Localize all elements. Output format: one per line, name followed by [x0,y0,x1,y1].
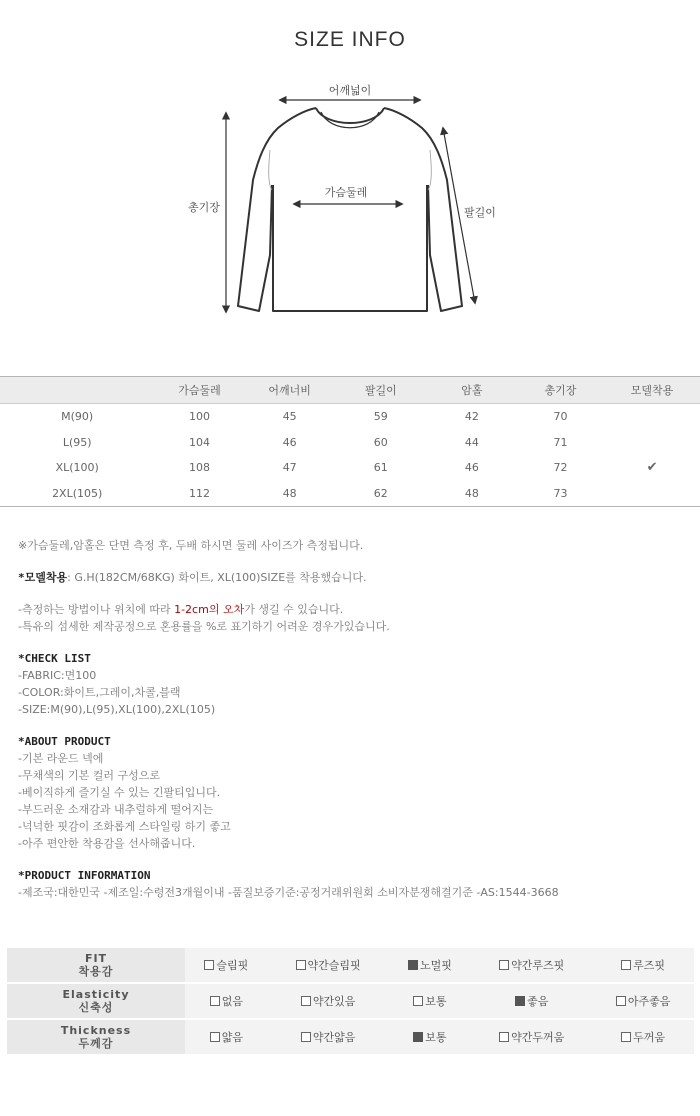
thickness-label-en: Thickness [60,1024,132,1037]
list-item: -COLOR:화이트,그레이,차콜,블랙 [18,686,181,699]
option-label: 약간있음 [312,995,356,1008]
list-item: -부드러운 소재감과 내추럴하게 떨어지는 [18,803,214,816]
length-label: 총기장 [188,201,220,214]
fit-option [185,948,268,984]
elasticity-row [7,984,694,1020]
shoulder-cell: 48 [245,481,335,507]
fit-label-ko: 착용감 [78,965,114,978]
checkbox-icon [499,960,509,970]
thickness-label-ko: 두께감 [78,1037,114,1050]
option-label: 약간슬림핏 [307,959,361,972]
checkbox-checked-icon [408,960,418,970]
size-cell: M(90) [61,410,94,424]
checkbox-icon [296,960,306,970]
length-cell: 73 [517,481,604,507]
size-cell: L(95) [62,435,92,449]
table-row [0,455,700,481]
chest-cell: 108 [189,461,210,475]
chest-cell: 112 [154,481,244,507]
page-title: SIZE INFO [294,28,406,51]
fit-row [7,948,694,984]
list-item: -FABRIC:면100 [18,669,97,682]
about-product-heading: *ABOUT PRODUCT [18,735,111,748]
option-label: 루즈핏 [633,959,666,972]
header-cell: 모델착용 [604,377,700,404]
checkbox-icon [616,996,626,1006]
checkbox-icon [210,1032,220,1042]
fit-option [471,948,592,984]
option-label: 좋음 [527,995,549,1008]
header-cell: 팔길이 [335,377,427,404]
checkbox-icon [499,1032,509,1042]
elasticity-label-en: Elasticity [62,988,130,1001]
sleeve-cell: 59 [373,410,388,424]
option-label: 약간두꺼움 [511,1031,565,1044]
armhole-cell: 46 [464,461,479,475]
table-row [0,430,700,456]
length-cell: 70 [553,410,568,424]
fit-label-en: FIT [84,952,108,965]
model-note [18,569,688,586]
armhole-cell: 42 [464,410,479,424]
elasticity-label [7,984,185,1020]
chest-label: 가슴둘레 [324,186,368,199]
list-item: -베이직하게 즐기실 수 있는 긴팔티입니다. [18,786,221,799]
blend-note: -특유의 섬세한 제작공정으로 혼용률을 %로 표기하기 어려운 경우가있습니다. [18,620,390,633]
header-cell: 어깨너비 [245,377,335,404]
tshirt-outline-icon [238,108,462,311]
product-info-text: -제조국:대한민국 -제조일:수령전3개월이내 -품질보증기준:공정거래위원회 소비자분쟁해결기준 -AS:1544-3668 [18,886,559,899]
checkbox-icon [210,996,220,1006]
header-cell: 가슴둘레 [154,377,244,404]
length-cell: 71 [553,435,568,449]
checkbox-icon [301,1032,311,1042]
thickness-row [7,1020,694,1056]
option-label: 약간루즈핏 [511,959,565,972]
product-info-heading: *PRODUCT INFORMATION [18,869,151,882]
elasticity-option [471,984,592,1020]
error-note [18,601,688,618]
header-cell: 암홀 [427,377,517,404]
option-label: 슬림핏 [216,959,249,972]
option-label: 아주좋음 [627,995,671,1008]
sleeve-cell: 62 [335,481,427,507]
fit-option [592,948,694,984]
sleeve-cell: 61 [373,461,388,475]
error-text-end: 가 생길 수 있습니다. [244,603,344,616]
chest-cell: 100 [189,410,210,424]
thickness-option [592,1020,694,1056]
check-list-heading: *CHECK LIST [18,652,91,665]
list-item: -SIZE:M(90),L(95),XL(100),2XL(105) [18,703,216,716]
model-cell [604,430,700,456]
sleeve-cell: 60 [373,435,388,449]
list-item: -무채색의 기본 컬러 구성으로 [18,769,160,782]
armhole-cell: 44 [464,435,479,449]
table-row [0,404,700,430]
size-table [0,376,700,507]
table-row [0,481,700,507]
thickness-option [389,1020,472,1056]
header-cell: 총기장 [517,377,604,404]
model-text: : G.H(182CM/68KG) 화이트, XL(100)SIZE를 착용했습니다. [67,571,367,584]
checkbox-icon [413,996,423,1006]
list-item: -아주 편안한 착용감을 선사해줍니다. [18,837,196,850]
thickness-option [471,1020,592,1056]
model-check-icon: ✔ [646,460,658,476]
product-notes [18,537,688,901]
fit-option [389,948,472,984]
length-cell: 72 [553,461,568,475]
shoulder-cell: 47 [282,461,297,475]
sleeve-label: 팔길이 [464,206,496,219]
option-label: 보통 [425,995,447,1008]
option-label: 노멀핏 [419,959,452,972]
elasticity-label-ko: 신축성 [78,1001,114,1014]
model-cell [604,404,700,430]
list-item: -기본 라운드 넥에 [18,752,104,765]
checkbox-icon [301,996,311,1006]
option-label: 보통 [425,1031,447,1044]
shoulder-cell: 45 [282,410,297,424]
option-label: 두꺼움 [633,1031,666,1044]
elasticity-option [268,984,389,1020]
thickness-label [7,1020,185,1056]
option-label: 얇음 [221,1031,243,1044]
fit-rating-table [7,948,694,1056]
thickness-option [268,1020,389,1056]
list-item: -넉넉한 핏감이 조화롭게 스타일링 하기 좋고 [18,820,231,833]
checkbox-icon [621,960,631,970]
size-cell: XL(100) [55,461,99,475]
thickness-option [185,1020,268,1056]
header-cell [0,377,154,404]
size-cell: 2XL(105) [0,481,154,507]
fit-label [7,948,185,984]
fit-option [268,948,389,984]
option-label: 약간얇음 [312,1031,356,1044]
size-table-header [0,377,700,404]
checkbox-checked-icon [515,996,525,1006]
chest-cell: 104 [189,435,210,449]
shoulder-cell: 46 [282,435,297,449]
elasticity-option [389,984,472,1020]
elasticity-option [185,984,268,1020]
checkbox-checked-icon [413,1032,423,1042]
checkbox-icon [204,960,214,970]
error-highlight: 1-2cm의 오차 [174,603,245,616]
elasticity-option [592,984,694,1020]
armhole-cell: 48 [427,481,517,507]
measure-note: ※가슴둘레,암홀은 단면 측정 후, 두배 하시면 둘레 사이즈가 측정됩니다. [18,539,364,552]
model-heading: *모델착용 [18,571,68,584]
shoulder-label: 어깨넓이 [328,84,372,97]
tshirt-size-diagram [0,0,700,340]
checkbox-icon [621,1032,631,1042]
error-text: -측정하는 방법이나 위치에 따라 [18,603,175,616]
model-cell [604,481,700,507]
option-label: 없음 [221,995,243,1008]
